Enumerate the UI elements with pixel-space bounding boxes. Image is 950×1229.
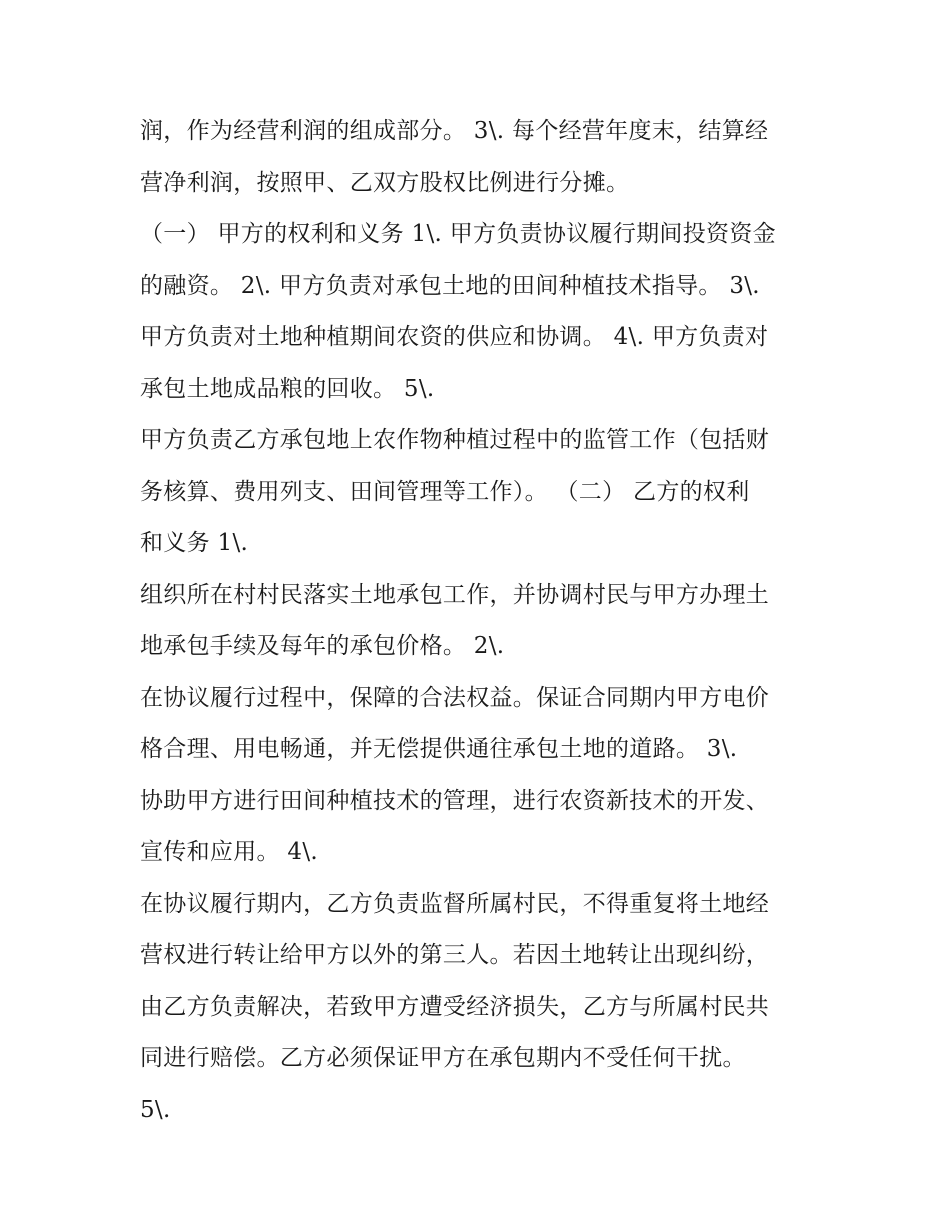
text-line: 营权进行转让给甲方以外的第三人。若因土地转让出现纠纷， — [140, 942, 770, 968]
text-line: 地承包手续及每年的承包价格。 2\. — [140, 633, 505, 659]
text-line: 承包土地成品粮的回收。 5\. — [140, 375, 435, 402]
text-line: 营净利润，按照甲、乙双方股权比例进行分摊。 — [140, 169, 630, 196]
document-body — [140, 106, 820, 1136]
text-line: 在协议履行过程中，保障的合法权益。保证合同期内甲方电价 — [140, 684, 770, 711]
text-line: 的融资。 2\. 甲方负责对承包土地的田间种植技术指导。 3\. — [140, 272, 760, 299]
text-line: 润，作为经营利润的组成部分。 3\. 每个经营年度末，结算经 — [140, 118, 769, 144]
text-line: 由乙方负责解决，若致甲方遭受经济损失，乙方与所属村民共 — [140, 993, 770, 1020]
text-line: （一） 甲方的权利和义务 1\. 甲方负责协议履行期间投资资金 — [140, 221, 776, 247]
text-line: 组织所在村村民落实土地承包工作，并协调村民与甲方办理土 — [140, 581, 770, 608]
text-line: 甲方负责对土地种植期间农资的供应和协调。 4\. 甲方负责对 — [140, 324, 769, 350]
text-line: 和义务 1\. — [140, 530, 249, 556]
text-line: 务核算、费用列支、田间管理等工作）。 （二） 乙方的权利 — [140, 478, 750, 505]
text-line: 同进行赔偿。乙方必须保证甲方在承包期内不受任何干扰。 — [140, 1045, 746, 1071]
text-line: 宣传和应用。 4\. — [140, 839, 319, 865]
text-line: 甲方负责乙方承包地上农作物种植过程中的监管工作（包括财 — [140, 427, 770, 453]
text-line: 在协议履行期内，乙方负责监督所属村民，不得重复将土地经 — [140, 890, 770, 917]
text-line: 格合理、用电畅通，并无偿提供通往承包土地的道路。 3\. — [140, 736, 738, 762]
text-line: 5\. — [140, 1096, 171, 1123]
text-line: 协助甲方进行田间种植技术的管理，进行农资新技术的开发、 — [140, 787, 770, 814]
